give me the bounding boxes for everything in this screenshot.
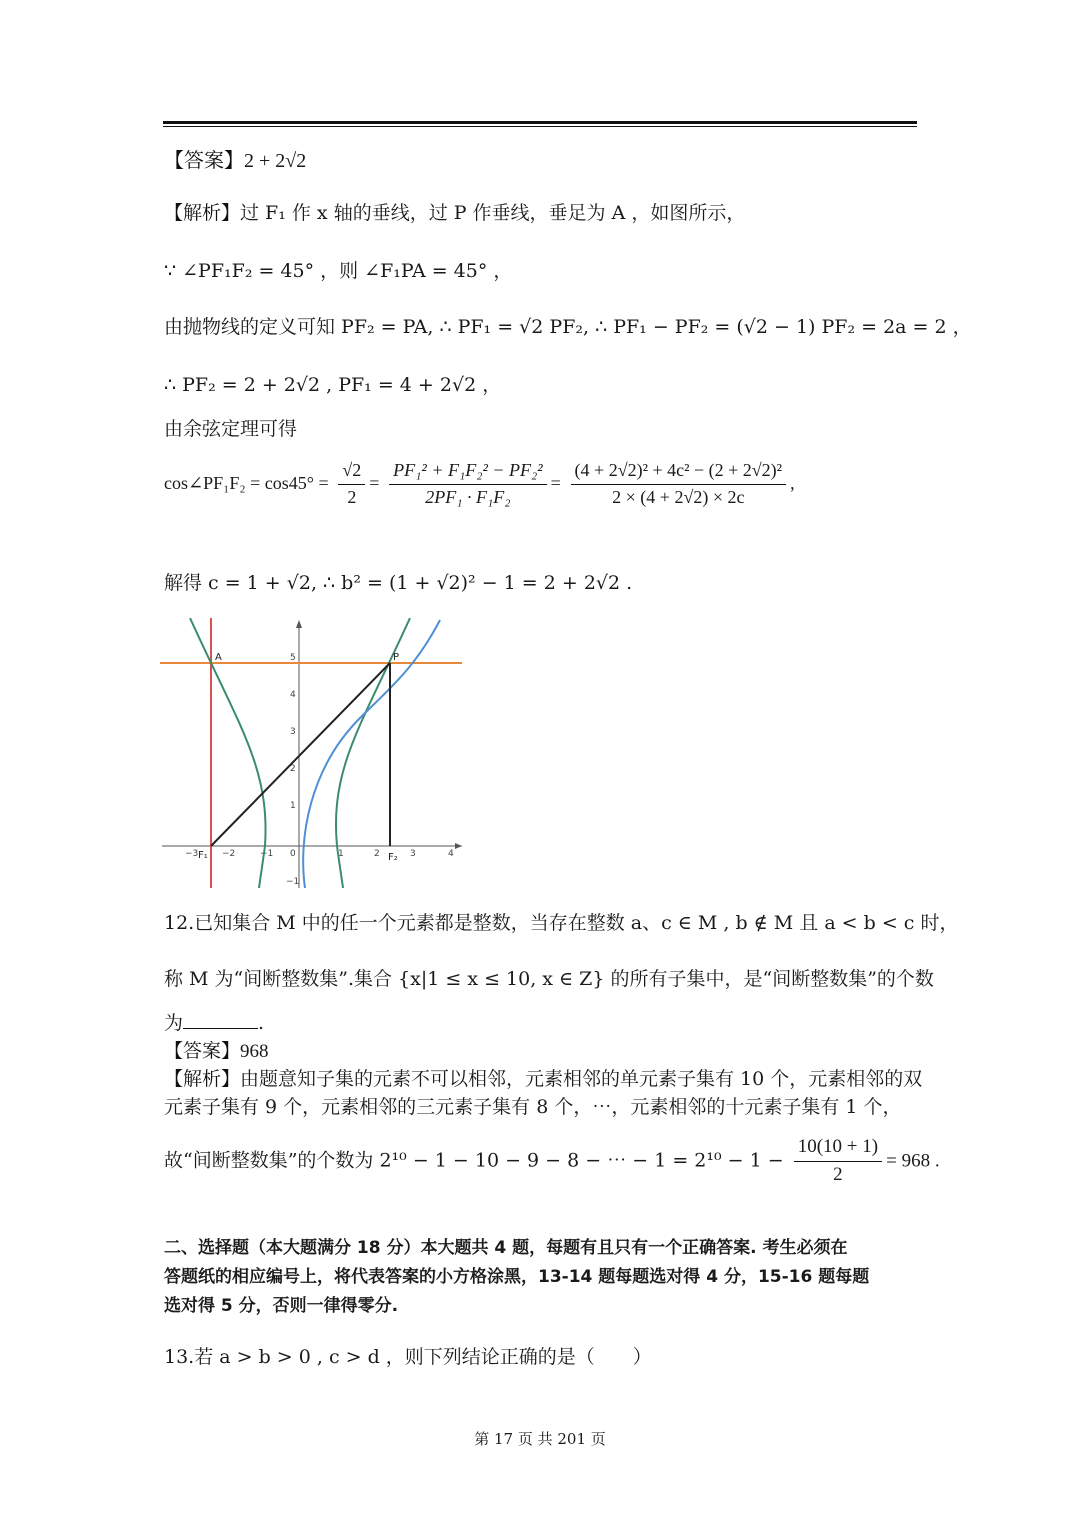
frac-law-of-cosines: $\frac{\text{PF₁² + F₁F₂² − PF₂²}}{\text{2PF₁ · F₁F₂}}$ (389, 460, 546, 508)
x-tick: 1 (338, 849, 344, 859)
frac-sum: $\frac{10(10 + 1)}{2}$ (794, 1136, 882, 1187)
q11-analysis-text: 过 F₁ 作 x 轴的垂线，过 P 作垂线，垂足为 A ，如图所示， (240, 202, 746, 224)
q11-line5: 由余弦定理可得 (164, 418, 298, 440)
q12-answer: 【答案】968 (164, 1040, 269, 1062)
x-tick: −2 (222, 849, 236, 859)
point-F2-label: F₂ (388, 852, 398, 863)
q11-cos-equation: cos∠PF₁F₂ = cos45° = $\frac{√2}{2}$ = $\frac{\text{PF₁² + F₁F₂² − PF₂²}}{\text{2PF₁ · F₁F₂}}$ = $\frac{\text{(4 + 2√2)² + 4c² − (2 + 2√2)²}}{2 \times (4 + 2√2) \times 2c}$ , (164, 460, 795, 507)
page-footer: 第 17 页 共 201 页 (474, 1430, 606, 1448)
x-tick: 2 (374, 849, 380, 859)
hyperbola-figure (160, 618, 465, 890)
parabola (303, 620, 440, 888)
section2-line1: 二、选择题（本大题满分 18 分）本大题共 4 题，每题有且只有一个正确答案. 考生必须在 (164, 1238, 848, 1258)
q11-answer-value: 2 + 2√2 (244, 150, 307, 172)
q11-line4: ∴ PF₂ = 2 + 2√2 , PF₁ = 4 + 2√2 ， (164, 374, 502, 396)
y-tick: 3 (290, 727, 296, 737)
q11-analysis: 【解析】过 F₁ 作 x 轴的垂线，过 P 作垂线，垂足为 A ，如图所示， (164, 202, 746, 224)
q11-solve-line: 解得 c = 1 + √2, ∴ b² = (1 + √2)² − 1 = 2 + 2√2 . (164, 572, 633, 594)
header-rule-thin (163, 126, 917, 127)
section2-line2: 答题纸的相应编号上，将代表答案的小方格涂黑，13-14 题每题选对得 4 分，15-16 题每题 (164, 1267, 870, 1287)
q11-line3: 由抛物线的定义可知 PF₂ = PA, ∴ PF₁ = √2 PF₂, ∴ PF₁ − PF₂ = (√2 − 1) PF₂ = 2a = 2 ， (164, 316, 972, 338)
y-tick: −1 (286, 877, 300, 887)
x-tick: 4 (448, 849, 454, 859)
q12-line1: 12.已知集合 M 中的任一个元素都是整数，当存在整数 a、c ∈ M , b ∉ M 且 a < b < c 时， (164, 912, 959, 934)
axes (162, 620, 462, 888)
y-tick: 1 (290, 801, 296, 811)
y-tick: 2 (290, 764, 296, 774)
q12-analysis-1: 【解析】由题意知子集的元素不可以相邻，元素相邻的单元素子集有 10 个，元素相邻的双 (164, 1068, 923, 1090)
x-tick: −1 (260, 849, 274, 859)
point-F1-label: F₁ (198, 850, 208, 861)
x-tick-labels (185, 849, 454, 859)
point-P-label: P (393, 652, 400, 663)
point-A-label: A (215, 652, 222, 663)
x-tick: 0 (290, 849, 296, 859)
q12-final-equation: 故“间断整数集”的个数为 2¹⁰ − 1 − 10 − 9 − 8 − ⋯ − 1 = 2¹⁰ − 1 − $\frac{10(10 + 1)}{2}$ = 968 . (164, 1136, 940, 1185)
x-tick: −3 (185, 849, 199, 859)
q12-line3: 为 . (164, 1012, 265, 1034)
hyperbola-left-branch (190, 618, 266, 888)
answer-blank (183, 1012, 258, 1029)
q12-answer-value: 968 (240, 1041, 269, 1062)
cos-lhs: cos∠PF₁F₂ = cos45° = (164, 473, 329, 494)
frac-substituted: $\frac{\text{(4 + 2√2)² + 4c² − (2 + 2√2)²}}{2 \times (4 + 2√2) \times 2c}$ (571, 460, 787, 508)
y-tick: 4 (290, 690, 296, 700)
segment-F1-P (211, 663, 390, 846)
q11-answer: 【答案】2 + 2√2 (164, 148, 307, 172)
x-tick: 3 (410, 849, 416, 859)
q12-analysis-2: 元素子集有 9 个，元素相邻的三元素子集有 8 个，⋯，元素相邻的十元素子集有 1 个， (164, 1096, 902, 1118)
q13-stem: 13.若 a > b > 0 , c > d ，则下列结论正确的是（ ） (164, 1346, 652, 1368)
section2-line3: 选对得 5 分，否则一律得零分. (164, 1296, 399, 1316)
y-tick: 5 (290, 653, 296, 663)
q11-line2: ∵ ∠PF₁F₂ = 45° ，则 ∠F₁PA = 45° ， (164, 260, 513, 282)
frac-sqrt2-over-2: $\frac{√2}{2}$ (338, 460, 365, 508)
header-rule-thick (163, 121, 917, 124)
q12-line2: 称 M 为“间断整数集”.集合 {x|1 ≤ x ≤ 10, x ∈ Z} 的所有子集中，是“间断整数集”的个数 (164, 968, 934, 990)
